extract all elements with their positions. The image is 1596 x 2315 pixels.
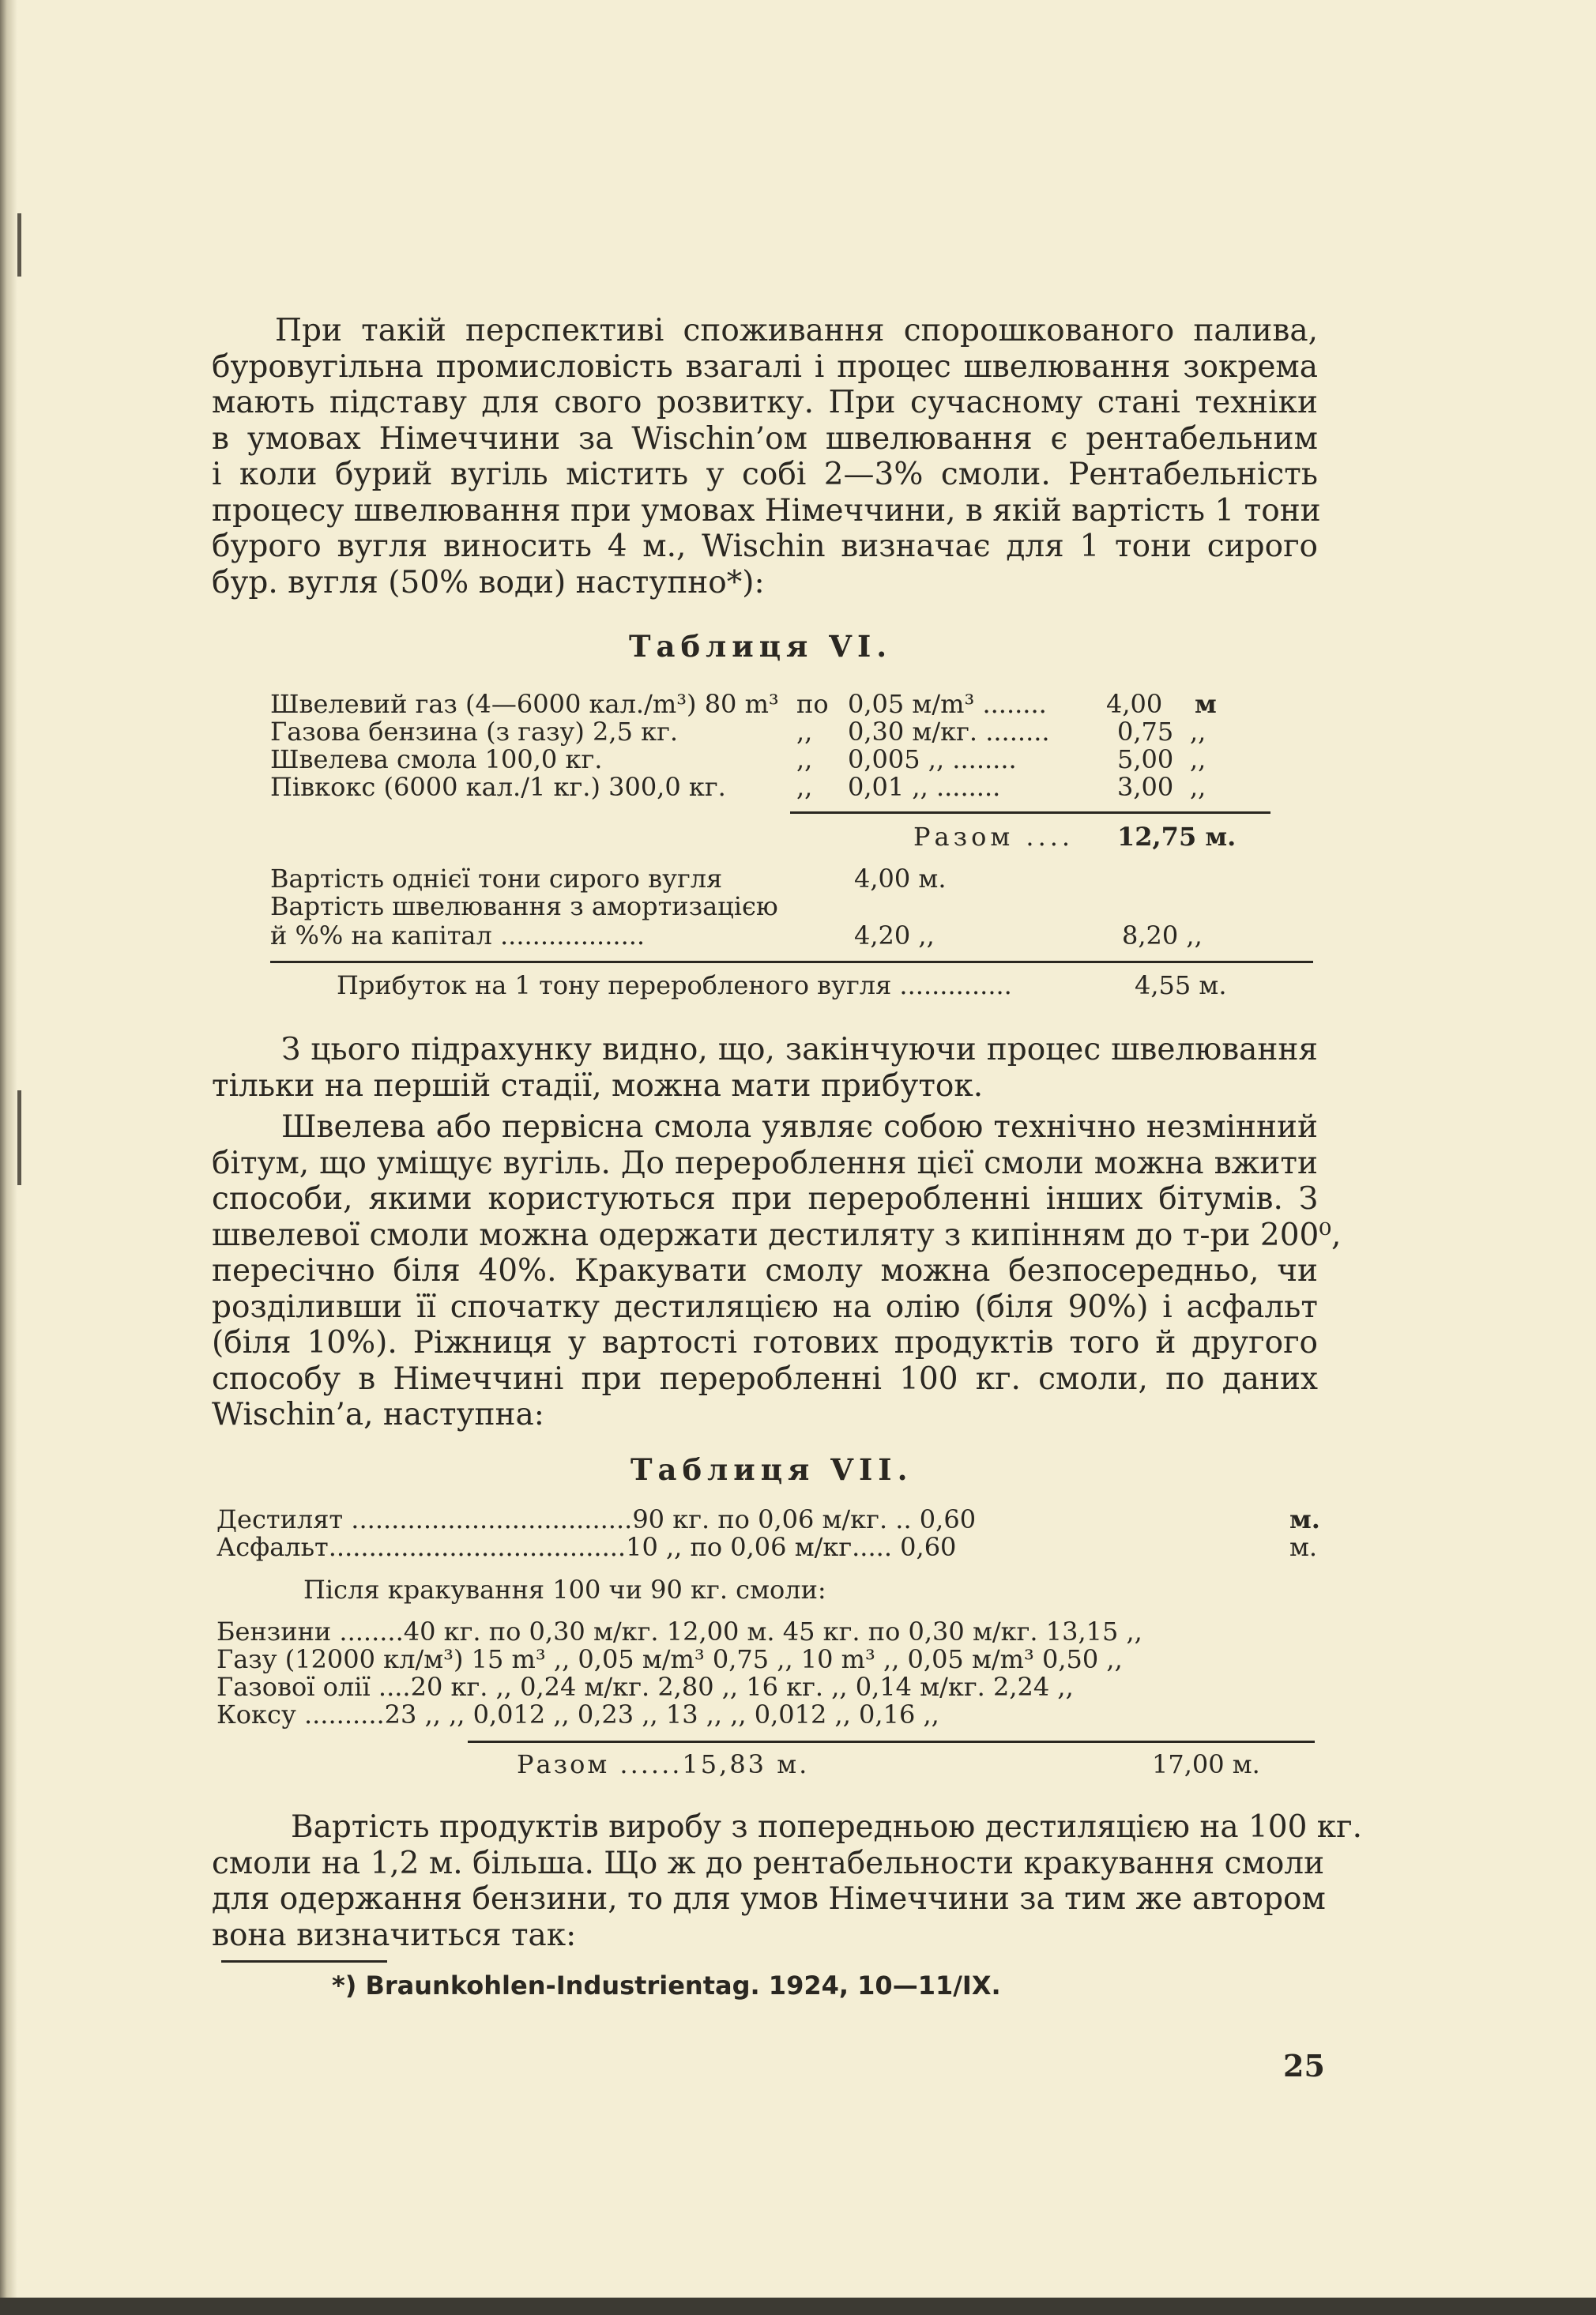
text-line: З цього підрахунку видно, що, закінчуючи процес швелювання xyxy=(281,1032,1318,1067)
text-line: процесу швелювання при умовах Німеччини, в якій вартість 1 тони xyxy=(212,492,1321,529)
text-line: в умовах Німеччини за Wischin’ом швелювання є рентабельним xyxy=(212,420,1318,457)
table-subheading: Після кракування 100 чи 90 кг. смоли: xyxy=(303,1575,826,1605)
table-total-label: Разом ......15,83 м. xyxy=(517,1749,810,1779)
table-row-unit: м. xyxy=(1289,1532,1318,1562)
table-row-ditto: ,, xyxy=(796,772,813,802)
page-number: 25 xyxy=(1283,2048,1325,2084)
table-row-name: Півкокс (6000 кал./1 кг.) 300,0 кг. xyxy=(270,772,726,802)
table-row-price: 0,01 ,, ........ xyxy=(848,772,1001,802)
table-total-value: 12,75 м. xyxy=(1117,822,1237,852)
table-row: Дестилят ...................................90 кг. по 0,06 м/кг. .. 0,60 xyxy=(216,1504,977,1534)
text-line: швелевої смоли можна одержати дестиляту з кипінням до т-ри 200⁰, xyxy=(212,1217,1342,1253)
text-line: бітум, що уміщує вугіль. До перероблення цієї смоли можна вжити xyxy=(212,1145,1318,1181)
text-line: Швелева або первісна смола уявляє собою технічно незмінний xyxy=(281,1109,1318,1145)
cost-label: Вартість швелювання з амортизацією xyxy=(270,891,778,921)
text-line: (біля 10%). Ріжниця у вартості готових продуктів того й другого xyxy=(212,1325,1318,1361)
table-row-amount: 0,75 xyxy=(1117,717,1174,747)
table-row-unit: ,, xyxy=(1190,717,1206,747)
text-line: способи, якими користуються при переробленні інших бітумів. З xyxy=(212,1181,1318,1217)
cost-value: 4,00 м. xyxy=(854,864,947,894)
table-rule xyxy=(790,811,1270,814)
table-row-ditto: ,, xyxy=(796,717,813,747)
cost-value: 4,20 ,, xyxy=(854,920,935,950)
table-row-name: Газова бензина (з газу) 2,5 кг. xyxy=(270,717,679,747)
table-7-caption: Таблиця VII. xyxy=(630,1452,913,1487)
profit-value: 4,55 м. xyxy=(1135,970,1227,1000)
table-row: Бензини ........40 кг. по 0,30 м/кг. 12,00 м. 45 кг. по 0,30 м/кг. 13,15 ,, xyxy=(216,1617,1142,1647)
text-line: бур. вугля (50% води) наступно*): xyxy=(212,564,765,600)
table-row-unit: м xyxy=(1195,689,1217,719)
table-row: Газу (12000 кл/м³) 15 m³ ,, 0,05 м/m³ 0,75 ,, 10 m³ ,, 0,05 м/m³ 0,50 ,, xyxy=(216,1644,1123,1674)
text-line: тільки на першій стадії, можна мати прибуток. xyxy=(212,1067,984,1104)
text-line: мають підставу для свого розвитку. При сучасному стані техніки xyxy=(212,385,1318,420)
text-line: бурого вугля виносить 4 м., Wischin визначає для 1 тони сирого xyxy=(212,529,1318,564)
table-row-name: Швелева смола 100,0 кг. xyxy=(270,744,603,774)
table-row-unit: ,, xyxy=(1190,772,1206,802)
table-row-unit: м. xyxy=(1289,1504,1320,1534)
text-line: способу в Німеччині при переробленні 100 кг. смоли, по даних xyxy=(212,1361,1318,1397)
cost-label: Вартість однієї тони сирого вугля xyxy=(270,864,723,894)
text-line: і коли бурий вугіль містить у собі 2—3% смоли. Рентабельність xyxy=(212,457,1318,492)
text-line: вона визначиться так: xyxy=(212,1917,577,1953)
table-row-price: 0,30 м/кг. ........ xyxy=(848,717,1050,747)
cost-label: й %% на капітал .................. xyxy=(270,920,646,950)
table-row: Газової олії ....20 кг. ,, 0,24 м/кг. 2,80 ,, 16 кг. ,, 0,14 м/кг. 2,24 ,, xyxy=(216,1672,1074,1702)
footnote-rule xyxy=(221,1960,387,1963)
text-line: розділивши її спочатку дестиляцією на олію (біля 90%) і асфальт xyxy=(212,1289,1318,1325)
table-row-name: Швелевий газ (4—6000 кал./m³) 80 m³ xyxy=(270,689,779,719)
text-line: Вартість продуктів виробу з попередньою дестиляцією на 100 кг. xyxy=(291,1809,1363,1845)
text-line: для одержання бензини, то для умов Німеччини за тим же автором xyxy=(212,1881,1326,1917)
table-row: Коксу ..........23 ,, ,, 0,012 ,, 0,23 ,, 13 ,, ,, 0,012 ,, 0,16 ,, xyxy=(216,1700,939,1730)
table-row-ditto: по xyxy=(796,689,829,719)
page-edge-shadow xyxy=(0,0,17,2315)
table-row-amount: 3,00 xyxy=(1117,772,1174,802)
table-row-ditto: ,, xyxy=(796,744,813,774)
table-total-label: Разом .... xyxy=(913,822,1075,852)
text-line: Wischin’а, наступна: xyxy=(212,1397,544,1432)
paragraph-3 xyxy=(212,1109,1342,1433)
table-row-amount: 5,00 xyxy=(1117,744,1174,774)
table-rule xyxy=(270,961,1313,963)
text-line: смоли на 1,2 м. більша. Що ж до рентабельности кракування смоли xyxy=(212,1845,1325,1881)
paragraph-1 xyxy=(212,313,1321,600)
table-rule xyxy=(468,1741,1315,1743)
table-6-caption: Таблиця VI. xyxy=(629,629,893,664)
table-row-unit: ,, xyxy=(1190,744,1206,774)
table-row-amount: 4,00 xyxy=(1106,689,1163,719)
scan-bottom-edge xyxy=(0,2298,1596,2315)
footnote: *) Braunkohlen-Industrientag. 1924, 10—11/IX. xyxy=(332,1971,1001,2001)
profit-label: Прибуток на 1 тону переробленого вугля .............. xyxy=(337,970,1012,1000)
text-line: буровугільна промисловість взагалі і процес швелювання зокрема xyxy=(212,348,1318,385)
text-line: При такій перспективі споживання спорошкованого палива, xyxy=(275,313,1318,348)
cost-sum: 8,20 ,, xyxy=(1122,920,1203,950)
table-row-price: 0,005 ,, ........ xyxy=(848,744,1017,774)
table-row-price: 0,05 м/m³ ........ xyxy=(848,689,1047,719)
table-total-value: 17,00 м. xyxy=(1152,1749,1260,1779)
gutter-mark xyxy=(17,213,21,277)
table-row: Асфальт.....................................10 ,, по 0,06 м/кг..... 0,60 xyxy=(216,1532,957,1562)
paragraph-4 xyxy=(212,1809,1363,1953)
text-line: пересічно біля 40%. Кракувати смолу можна безпосередньо, чи xyxy=(212,1253,1318,1289)
gutter-mark xyxy=(17,1090,21,1185)
paragraph-2 xyxy=(212,1032,1318,1104)
